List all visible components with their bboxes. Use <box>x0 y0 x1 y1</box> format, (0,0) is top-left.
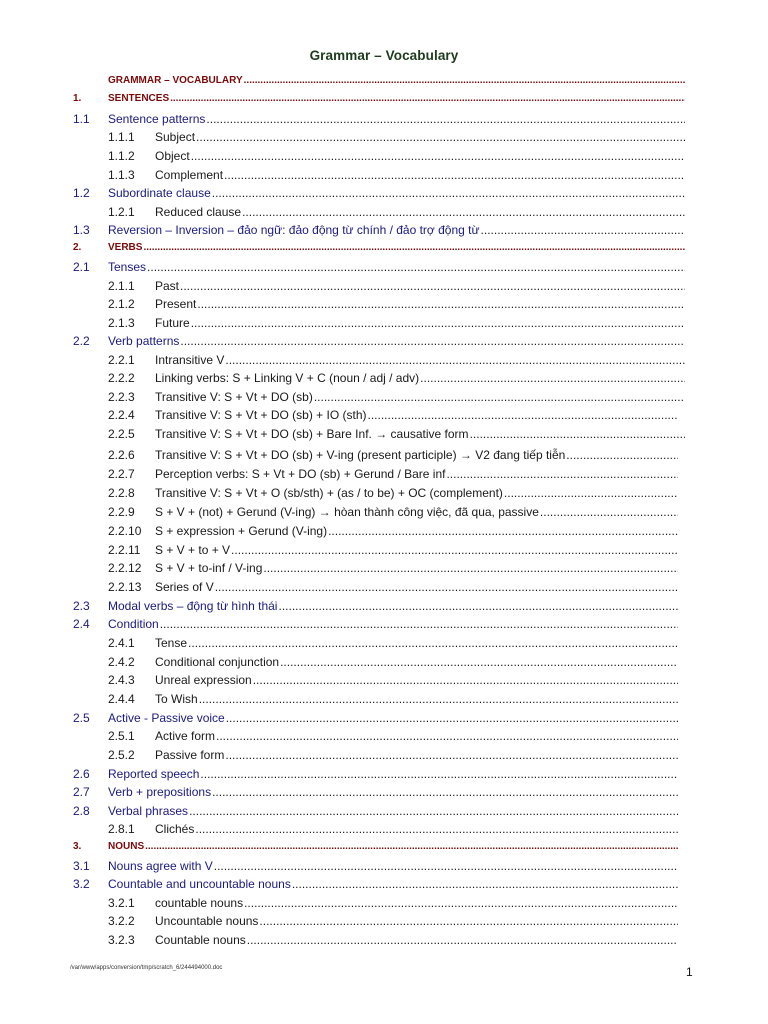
toc-entry-title: Series of V <box>155 580 214 594</box>
toc-dot-leader <box>540 505 678 519</box>
toc-dot-leader <box>244 896 678 910</box>
toc-entry[interactable] <box>73 242 686 256</box>
toc-entry-title: Active form <box>155 729 216 743</box>
toc-entry-number: 2.5.2 <box>108 748 135 762</box>
toc-entry[interactable] <box>108 205 686 221</box>
toc-entry-number: 2.2.8 <box>108 486 135 500</box>
toc-entry[interactable] <box>108 543 679 559</box>
toc-entry[interactable] <box>108 673 679 689</box>
toc-entry[interactable] <box>73 804 679 820</box>
toc-entry-number: 2.1.3 <box>108 316 135 330</box>
toc-entry-number: 3.2.1 <box>108 896 135 910</box>
toc-entry-title: Transitive V: S + Vt + DO (sb) + IO (sth) <box>155 408 367 422</box>
toc-entry-number: 2.8 <box>73 804 90 818</box>
toc-entry-number: 2.4.4 <box>108 692 135 706</box>
toc-entry-title: Complement <box>155 168 224 182</box>
toc-dot-leader <box>226 711 678 725</box>
toc-entry[interactable] <box>73 785 679 801</box>
toc-entry[interactable] <box>73 334 686 350</box>
toc-entry-number: 1.1.1 <box>108 130 135 144</box>
toc-entry[interactable] <box>73 859 679 875</box>
toc-entry[interactable] <box>73 260 686 276</box>
toc-entry-number: 2.2.6 <box>108 448 135 462</box>
toc-entry[interactable] <box>108 279 686 295</box>
toc-entry-title: Subordinate clause <box>108 186 211 200</box>
toc-entry-number: 2.2.5 <box>108 427 135 441</box>
toc-dot-leader <box>196 130 685 144</box>
toc-entry[interactable] <box>108 655 679 671</box>
toc-entry[interactable] <box>108 636 679 652</box>
toc-entry-title: Active - Passive voice <box>108 711 225 725</box>
toc-entry-title: To Wish <box>155 692 198 706</box>
toc-dot-leader <box>216 729 678 743</box>
toc-dot-leader <box>214 859 678 873</box>
toc-entry[interactable] <box>73 711 679 727</box>
toc-entry-number: 2.7 <box>73 785 90 799</box>
toc-entry[interactable] <box>108 316 686 332</box>
toc-dot-leader <box>446 467 678 481</box>
toc-entry-number: 3.2.3 <box>108 933 135 947</box>
toc-entry[interactable] <box>108 580 679 596</box>
toc-entry[interactable] <box>108 914 679 930</box>
toc-entry[interactable] <box>108 130 686 146</box>
toc-entry-title: Transitive V: S + Vt + O (sb/sth) + (as / to be) + OC (complement) <box>155 486 503 500</box>
toc-entry-number: 1. <box>73 93 82 104</box>
toc-entry[interactable] <box>108 692 679 708</box>
toc-entry-title: Condition <box>108 617 159 631</box>
toc-entry-number: 2.5 <box>73 711 90 725</box>
toc-dot-leader <box>225 748 678 762</box>
toc-dot-leader <box>566 448 678 462</box>
toc-entry[interactable] <box>108 371 686 387</box>
toc-dot-leader <box>195 822 678 836</box>
toc-entry-title: Reversion – Inversion – đảo ngữ: đảo động từ chính / đảo trợ động từ <box>108 223 480 237</box>
toc-entry-title: Unreal expression <box>155 673 252 687</box>
toc-dot-leader <box>368 408 679 422</box>
toc-entry[interactable] <box>108 427 686 443</box>
toc-entry-title: Reduced clause <box>155 205 242 219</box>
toc-entry-title: VERBS <box>108 242 143 253</box>
toc-entry-title: Nouns agree with V <box>108 859 213 873</box>
toc-entry-title: Transitive V: S + Vt + DO (sb) + Bare Inf. → causative form <box>155 427 469 441</box>
toc-dot-leader <box>259 914 678 928</box>
toc-entry[interactable] <box>73 877 679 893</box>
toc-entry-number: 2.4.3 <box>108 673 135 687</box>
toc-entry-number: 1.2 <box>73 186 90 200</box>
toc-entry-number: 2.2.1 <box>108 353 135 367</box>
toc-entry-number: 2.2.3 <box>108 390 135 404</box>
toc-dot-leader <box>314 390 685 404</box>
toc-entry[interactable] <box>73 223 686 239</box>
toc-entry[interactable] <box>73 599 679 615</box>
toc-entry[interactable] <box>108 561 679 577</box>
toc-entry[interactable] <box>73 112 686 128</box>
toc-entry-number: 2.5.1 <box>108 729 135 743</box>
toc-entry-number: 2.6 <box>73 767 90 781</box>
toc-entry-number: 2.1 <box>73 260 90 274</box>
toc-entry-title: S + V + to-inf / V-ing <box>155 561 263 575</box>
toc-dot-leader <box>180 279 685 293</box>
toc-entry-number: 2. <box>73 242 82 253</box>
toc-entry-number: 2.2.10 <box>108 524 142 538</box>
toc-entry[interactable] <box>108 896 679 912</box>
toc-dot-leader <box>170 93 685 104</box>
toc-dot-leader <box>244 75 685 86</box>
toc-dot-leader <box>199 692 678 706</box>
toc-entry-number: 2.2.7 <box>108 467 135 481</box>
toc-dot-leader <box>191 316 685 330</box>
toc-entry[interactable] <box>108 297 686 313</box>
toc-entry-number: 1.1.3 <box>108 168 135 182</box>
toc-dot-leader <box>224 168 685 182</box>
toc-dot-leader <box>189 804 678 818</box>
toc-dot-leader <box>278 599 678 613</box>
page-number: 1 <box>686 965 693 979</box>
toc-entry-number: 1.1 <box>73 112 90 126</box>
toc-entry-number: 2.8.1 <box>108 822 135 836</box>
toc-entry[interactable] <box>108 729 679 745</box>
toc-entry-title: Sentence patterns <box>108 112 206 126</box>
document-title: Grammar – Vocabulary <box>309 48 459 63</box>
toc-entry-title: Tense <box>155 636 188 650</box>
toc-entry-number: 1.3 <box>73 223 90 237</box>
toc-entry-title: Transitive V: S + Vt + DO (sb) + V-ing (present participle) → V2 đang tiếp tiễn <box>155 448 566 462</box>
toc-dot-leader <box>231 543 678 557</box>
toc-entry-title: Verbal phrases <box>108 804 189 818</box>
toc-entry-title: Verb + prepositions <box>108 785 212 799</box>
toc-entry[interactable] <box>108 505 679 521</box>
footer-file-path: /var/www/apps/conversion/tmp/scratch_6/244494000.doc <box>70 965 223 971</box>
toc-dot-leader <box>420 371 685 385</box>
toc-dot-leader <box>206 112 685 126</box>
toc-dot-leader <box>147 260 685 274</box>
toc-entry[interactable] <box>73 617 679 633</box>
toc-entry-number: 3.2 <box>73 877 90 891</box>
toc-entry[interactable] <box>108 486 679 502</box>
toc-entry-title: GRAMMAR – VOCABULARY <box>108 75 243 86</box>
toc-dot-leader <box>481 223 685 237</box>
toc-entry-title: S + V + to + V <box>155 543 231 557</box>
toc-entry-number: 3.1 <box>73 859 90 873</box>
toc-dot-leader <box>247 933 678 947</box>
toc-dot-leader <box>292 877 678 891</box>
toc-entry-title: Object <box>155 149 190 163</box>
toc-entry-title: Modal verbs – động từ hình thái <box>108 599 278 613</box>
toc-entry-title: countable nouns <box>155 896 244 910</box>
toc-dot-leader <box>200 767 678 781</box>
toc-entry[interactable] <box>108 149 686 165</box>
toc-entry-number: 1.1.2 <box>108 149 135 163</box>
toc-dot-leader <box>280 655 678 669</box>
toc-entry-number: 2.2.2 <box>108 371 135 385</box>
toc-entry-number: 2.2 <box>73 334 90 348</box>
toc-entry[interactable] <box>108 390 686 406</box>
toc-entry-number: 1.2.1 <box>108 205 135 219</box>
toc-dot-leader <box>225 353 685 367</box>
toc-entry-number: 2.1.1 <box>108 279 135 293</box>
toc-entry-title: Transitive V: S + Vt + DO (sb) <box>155 390 313 404</box>
toc-entry-number: 2.4.2 <box>108 655 135 669</box>
toc-entry-title: S + V + (not) + Gerund (V-ing) → hòan thành công việc, đã qua, passive <box>155 505 539 519</box>
toc-entry-title: Conditional conjunction <box>155 655 280 669</box>
toc-entry-title: Future <box>155 316 190 330</box>
toc-dot-leader <box>328 524 678 538</box>
toc-entry[interactable] <box>73 767 679 783</box>
toc-entry[interactable] <box>73 75 686 89</box>
toc-entry-title: Verb patterns <box>108 334 180 348</box>
toc-entry-title: Tenses <box>108 260 147 274</box>
toc-dot-leader <box>145 841 678 852</box>
toc-dot-leader <box>143 242 685 253</box>
toc-entry[interactable] <box>108 408 679 424</box>
toc-entry-title: Countable and uncountable nouns <box>108 877 291 891</box>
toc-entry-number: 2.4.1 <box>108 636 135 650</box>
toc-dot-leader <box>263 561 678 575</box>
toc-dot-leader <box>197 297 685 311</box>
toc-entry-number: 2.3 <box>73 599 90 613</box>
toc-entry[interactable] <box>73 841 679 855</box>
toc-entry[interactable] <box>73 186 686 202</box>
toc-entry[interactable] <box>108 524 679 540</box>
toc-dot-leader <box>191 149 685 163</box>
toc-entry[interactable] <box>108 748 679 764</box>
toc-dot-leader <box>504 486 678 500</box>
toc-entry-title: Past <box>155 279 180 293</box>
toc-entry-title: Perception verbs: S + Vt + DO (sb) + Gerund / Bare inf <box>155 467 446 481</box>
toc-dot-leader <box>212 186 685 200</box>
toc-dot-leader <box>253 673 678 687</box>
toc-entry-title: NOUNS <box>108 841 145 852</box>
toc-dot-leader <box>212 785 678 799</box>
toc-entry-title: Clichés <box>155 822 195 836</box>
toc-entry-title: Subject <box>155 130 196 144</box>
toc-dot-leader <box>160 617 678 631</box>
toc-entry-title: Linking verbs: S + Linking V + C (noun / adj / adv) <box>155 371 420 385</box>
toc-dot-leader <box>180 334 685 348</box>
toc-entry[interactable] <box>108 353 686 369</box>
toc-entry[interactable] <box>73 93 686 107</box>
toc-entry[interactable] <box>108 467 679 483</box>
toc-entry-number: 2.2.4 <box>108 408 135 422</box>
toc-entry-title: Reported speech <box>108 767 200 781</box>
toc-entry-number: 2.2.11 <box>108 543 141 557</box>
toc-entry-number: 2.2.13 <box>108 580 142 594</box>
toc-entry-title: S + expression + Gerund (V-ing) <box>155 524 328 538</box>
toc-entry[interactable] <box>108 933 679 949</box>
toc-dot-leader <box>242 205 685 219</box>
toc-dot-leader <box>470 427 685 441</box>
toc-entry-number: 2.2.9 <box>108 505 135 519</box>
toc-entry-title: Countable nouns <box>155 933 246 947</box>
toc-entry[interactable] <box>108 448 679 464</box>
toc-entry-number: 3. <box>73 841 82 852</box>
toc-entry-title: Passive form <box>155 748 225 762</box>
toc-entry-title: Present <box>155 297 197 311</box>
toc-entry-number: 3.2.2 <box>108 914 135 928</box>
toc-entry-number: 2.4 <box>73 617 90 631</box>
toc-entry[interactable] <box>108 822 679 838</box>
toc-entry[interactable] <box>108 168 686 184</box>
toc-entry-number: 2.2.12 <box>108 561 142 575</box>
toc-entry-title: Uncountable nouns <box>155 914 259 928</box>
toc-dot-leader <box>188 636 678 650</box>
toc-dot-leader <box>215 580 678 594</box>
toc-entry-title: Intransitive V <box>155 353 225 367</box>
toc-entry-title: SENTENCES <box>108 93 170 104</box>
toc-entry-number: 2.1.2 <box>108 297 135 311</box>
